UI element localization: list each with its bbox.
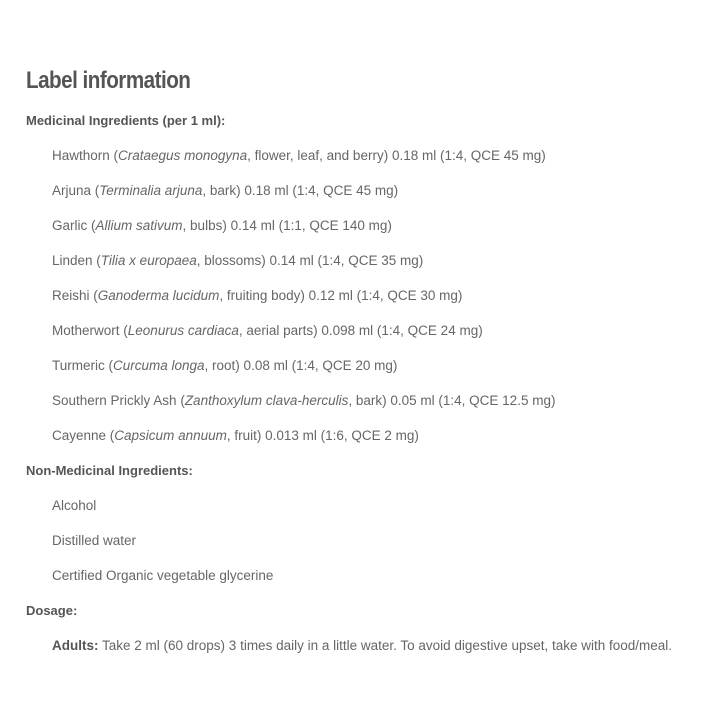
ingredient-name: Garlic [52, 218, 88, 233]
ingredient-name: Reishi [52, 288, 90, 303]
ingredient-linden: Linden (Tilia x europaea, blossoms) 0.14 ml (1:4, QCE 35 mg) [52, 253, 424, 268]
ingredient-motherwort: Motherwort (Leonurus cardiaca, aerial parts) 0.098 ml (1:4, QCE 24 mg) [52, 323, 483, 338]
dosage-adults [52, 637, 672, 655]
ingredient-latin-name: Ganoderma lucidum [97, 288, 220, 303]
ingredient-details: , aerial parts) 0.098 ml (1:4, QCE 24 mg) [238, 323, 483, 338]
ingredient-southern-prickly-ash: Southern Prickly Ash (Zanthoxylum clava-herculis, bark) 0.05 ml (1:4, QCE 12.5 mg) [52, 393, 556, 408]
ingredient-details: , root) 0.08 ml (1:4, QCE 20 mg) [204, 358, 398, 373]
ingredient-name: Hawthorn [52, 148, 110, 163]
non-medicinal-item-alcohol: Alcohol [52, 498, 97, 513]
ingredient-turmeric: Turmeric (Curcuma longa, root) 0.08 ml (1:4, QCE 20 mg) [52, 358, 398, 373]
ingredient-hawthorn: Hawthorn (Crataegus monogyna, flower, leaf, and berry) 0.18 ml (1:4, QCE 45 mg) [52, 148, 546, 163]
non-medicinal-ingredients-heading: Non-Medicinal Ingredients: [26, 463, 193, 478]
page-title: Label information [26, 67, 191, 94]
ingredient-garlic: Garlic (Allium sativum, bulbs) 0.14 ml (1:1, QCE 140 mg) [52, 218, 392, 233]
ingredient-details: , bark) 0.05 ml (1:4, QCE 12.5 mg) [348, 393, 556, 408]
ingredient-details: , bulbs) 0.14 ml (1:1, QCE 140 mg) [182, 218, 392, 233]
ingredient-latin-name: Tilia x europaea [100, 253, 197, 268]
ingredient-details: , blossoms) 0.14 ml (1:4, QCE 35 mg) [196, 253, 424, 268]
ingredient-details: , bark) 0.18 ml (1:4, QCE 45 mg) [202, 183, 399, 198]
non-medicinal-item-glycerine: Certified Organic vegetable glycerine [52, 568, 274, 583]
ingredient-reishi: Reishi (Ganoderma lucidum, fruiting body) 0.12 ml (1:4, QCE 30 mg) [52, 288, 463, 303]
ingredient-latin-name: Capsicum annuum [114, 428, 227, 443]
non-medicinal-item-distilled-water: Distilled water [52, 533, 137, 548]
ingredient-latin-name: Crataegus monogyna [118, 148, 248, 163]
ingredient-arjuna: Arjuna (Terminalia arjuna, bark) 0.18 ml (1:4, QCE 45 mg) [52, 183, 399, 198]
medicinal-ingredients-heading: Medicinal Ingredients (per 1 ml): [26, 113, 226, 128]
ingredient-details: , fruiting body) 0.12 ml (1:4, QCE 30 mg) [219, 288, 463, 303]
dosage-adults-text: Take 2 ml (60 drops) 3 times daily in a little water. To avoid digestive upset, take with food/meal. [98, 638, 673, 653]
ingredient-name: Motherwort [52, 323, 120, 338]
ingredient-latin-name: Terminalia arjuna [99, 183, 203, 198]
ingredient-latin-name: Allium sativum [95, 218, 183, 233]
dosage-heading: Dosage: [26, 603, 78, 618]
ingredient-name: Southern Prickly Ash [52, 393, 177, 408]
dosage-adults-label: Adults: [52, 638, 99, 653]
ingredient-latin-name: Curcuma longa [113, 358, 205, 373]
ingredient-name: Linden [52, 253, 93, 268]
ingredient-cayenne: Cayenne (Capsicum annuum, fruit) 0.013 ml (1:6, QCE 2 mg) [52, 428, 419, 443]
ingredient-name: Turmeric [52, 358, 105, 373]
ingredient-name: Cayenne [52, 428, 107, 443]
ingredient-name: Arjuna [52, 183, 92, 198]
ingredient-details: , fruit) 0.013 ml (1:6, QCE 2 mg) [226, 428, 419, 443]
ingredient-details: , flower, leaf, and berry) 0.18 ml (1:4, QCE 45 mg) [247, 148, 546, 163]
ingredient-latin-name: Zanthoxylum clava-herculis [184, 393, 349, 408]
ingredient-latin-name: Leonurus cardiaca [127, 323, 239, 338]
